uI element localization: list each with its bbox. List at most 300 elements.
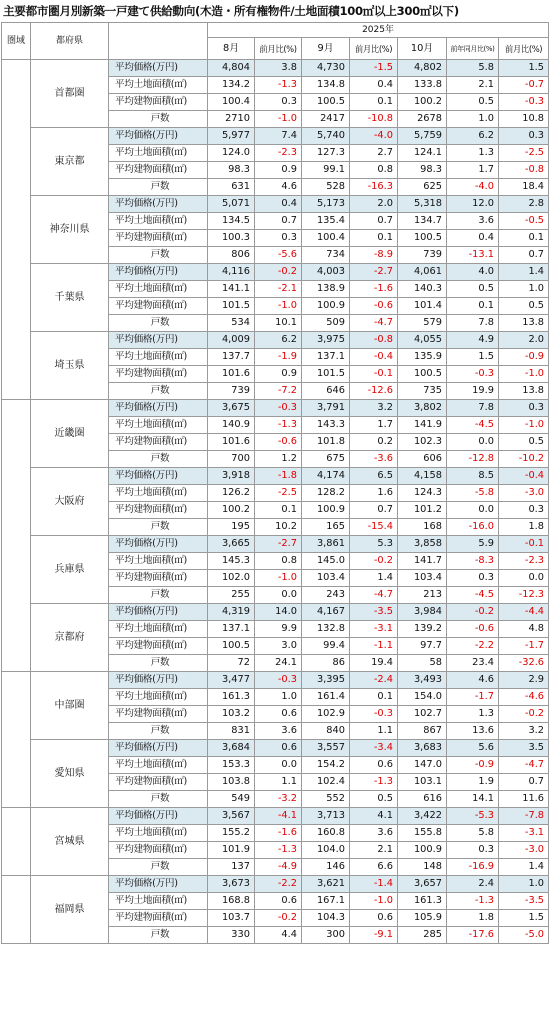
metric-label: 平均土地面積(㎡) (109, 553, 208, 570)
value-cell: 4.8 (499, 621, 549, 638)
value-cell: 1.5 (499, 910, 549, 927)
value-cell: -1.5 (350, 60, 398, 77)
value-cell: 3,477 (208, 672, 255, 689)
value-cell: -3.4 (350, 740, 398, 757)
value-cell: 4.6 (255, 179, 302, 196)
value-cell: 4.6 (447, 672, 499, 689)
value-cell: 1.4 (499, 264, 549, 281)
value-cell: 3,984 (398, 604, 447, 621)
value-cell: -1.3 (255, 842, 302, 859)
header-mom: 前月比(%) (499, 38, 549, 60)
table-row (2, 332, 549, 349)
value-cell: 3,567 (208, 808, 255, 825)
area-cell (2, 400, 31, 672)
value-cell: 0.7 (499, 774, 549, 791)
value-cell: -4.0 (350, 128, 398, 145)
value-cell: -0.4 (350, 349, 398, 366)
value-cell: 0.2 (350, 434, 398, 451)
value-cell: 146 (302, 859, 350, 876)
value-cell: 100.9 (302, 502, 350, 519)
metric-label: 平均土地面積(㎡) (109, 281, 208, 298)
value-cell: 646 (302, 383, 350, 400)
value-cell: -2.5 (499, 145, 549, 162)
value-cell: 3,975 (302, 332, 350, 349)
value-cell: 100.9 (302, 298, 350, 315)
value-cell: 3,493 (398, 672, 447, 689)
value-cell: 606 (398, 451, 447, 468)
value-cell: 135.9 (398, 349, 447, 366)
value-cell: 3,918 (208, 468, 255, 485)
value-cell: 4,003 (302, 264, 350, 281)
value-cell: -32.6 (499, 655, 549, 672)
value-cell: 160.8 (302, 825, 350, 842)
value-cell: 101.4 (398, 298, 447, 315)
value-cell: 102.9 (302, 706, 350, 723)
value-cell: 867 (398, 723, 447, 740)
value-cell: 806 (208, 247, 255, 264)
value-cell: 8.5 (447, 468, 499, 485)
value-cell: -2.5 (255, 485, 302, 502)
header-area: 圏域 (2, 23, 31, 60)
value-cell: 1.5 (499, 60, 549, 77)
value-cell: 7.8 (447, 315, 499, 332)
prefecture-name: 首都圏 (31, 60, 109, 128)
value-cell: -0.9 (447, 757, 499, 774)
value-cell: 616 (398, 791, 447, 808)
metric-label: 平均土地面積(㎡) (109, 485, 208, 502)
prefecture-name: 愛知県 (31, 740, 109, 808)
value-cell: 3,858 (398, 536, 447, 553)
value-cell: 100.4 (302, 230, 350, 247)
value-cell: 128.2 (302, 485, 350, 502)
value-cell: 0.8 (350, 162, 398, 179)
value-cell: 103.1 (398, 774, 447, 791)
value-cell: 1.1 (255, 774, 302, 791)
value-cell: 552 (302, 791, 350, 808)
value-cell: 100.3 (208, 230, 255, 247)
value-cell: -0.9 (499, 349, 549, 366)
value-cell: 3,791 (302, 400, 350, 417)
value-cell: -13.1 (447, 247, 499, 264)
value-cell: 72 (208, 655, 255, 672)
value-cell: 165 (302, 519, 350, 536)
value-cell: 0.0 (447, 434, 499, 451)
metric-label: 平均建物面積(㎡) (109, 434, 208, 451)
value-cell: -2.1 (255, 281, 302, 298)
table-row (2, 60, 549, 77)
value-cell: 0.1 (447, 298, 499, 315)
metric-label: 平均建物面積(㎡) (109, 570, 208, 587)
value-cell: 137 (208, 859, 255, 876)
value-cell: 300 (302, 927, 350, 944)
value-cell: 0.5 (350, 791, 398, 808)
value-cell: 0.4 (255, 196, 302, 213)
metric-label: 平均建物面積(㎡) (109, 366, 208, 383)
value-cell: 5.8 (447, 825, 499, 842)
value-cell: -2.3 (255, 145, 302, 162)
value-cell: -1.9 (255, 349, 302, 366)
value-cell: 528 (302, 179, 350, 196)
value-cell: 101.8 (302, 434, 350, 451)
prefecture-name: 宮城県 (31, 808, 109, 876)
value-cell: -3.5 (350, 604, 398, 621)
value-cell: -2.7 (350, 264, 398, 281)
value-cell: 143.3 (302, 417, 350, 434)
value-cell: 3.2 (350, 400, 398, 417)
value-cell: 18.4 (499, 179, 549, 196)
value-cell: 138.9 (302, 281, 350, 298)
metric-label: 平均建物面積(㎡) (109, 230, 208, 247)
value-cell: 133.8 (398, 77, 447, 94)
prefecture-name: 神奈川県 (31, 196, 109, 264)
value-cell: 2417 (302, 111, 350, 128)
metric-label: 平均建物面積(㎡) (109, 910, 208, 927)
value-cell: 19.4 (350, 655, 398, 672)
table-body (2, 60, 549, 944)
prefecture-name: 福岡県 (31, 876, 109, 944)
metric-label: 平均土地面積(㎡) (109, 213, 208, 230)
value-cell: 0.1 (350, 94, 398, 111)
value-cell: 1.1 (350, 723, 398, 740)
value-cell: 101.5 (302, 366, 350, 383)
header-month: 8月 (208, 38, 255, 60)
value-cell: 5,173 (302, 196, 350, 213)
value-cell: 4,055 (398, 332, 447, 349)
value-cell: 4,009 (208, 332, 255, 349)
metric-label: 戸数 (109, 315, 208, 332)
value-cell: 0.5 (499, 434, 549, 451)
value-cell: 102.4 (302, 774, 350, 791)
value-cell: -0.3 (350, 706, 398, 723)
metric-label: 戸数 (109, 723, 208, 740)
value-cell: 739 (398, 247, 447, 264)
prefecture-name: 兵庫県 (31, 536, 109, 604)
value-cell: -1.0 (255, 298, 302, 315)
value-cell: -1.0 (255, 570, 302, 587)
value-cell: -1.4 (350, 876, 398, 893)
header-year: 2025年 (208, 23, 549, 38)
value-cell: 0.4 (447, 230, 499, 247)
value-cell: 140.3 (398, 281, 447, 298)
value-cell: -4.9 (255, 859, 302, 876)
value-cell: -17.6 (447, 927, 499, 944)
value-cell: 831 (208, 723, 255, 740)
value-cell: -3.0 (499, 842, 549, 859)
value-cell: 4,802 (398, 60, 447, 77)
table-row (2, 604, 549, 621)
value-cell: 0.7 (350, 502, 398, 519)
value-cell: 5,759 (398, 128, 447, 145)
metric-label: 平均建物面積(㎡) (109, 842, 208, 859)
value-cell: 213 (398, 587, 447, 604)
value-cell: 3,675 (208, 400, 255, 417)
value-cell: 104.3 (302, 910, 350, 927)
prefecture-name: 埼玉県 (31, 332, 109, 400)
metric-label: 戸数 (109, 179, 208, 196)
value-cell: 0.6 (255, 706, 302, 723)
value-cell: 13.6 (447, 723, 499, 740)
value-cell: -2.2 (255, 876, 302, 893)
header-prefecture: 都府県 (31, 23, 109, 60)
value-cell: 2.7 (350, 145, 398, 162)
metric-label: 戸数 (109, 451, 208, 468)
value-cell: 3.0 (255, 638, 302, 655)
header-yoy: 前年同月比(%) (447, 38, 499, 60)
value-cell: 631 (208, 179, 255, 196)
value-cell: 0.1 (255, 502, 302, 519)
table-row (2, 264, 549, 281)
value-cell: 134.5 (208, 213, 255, 230)
value-cell: 5,740 (302, 128, 350, 145)
value-cell: -1.1 (350, 638, 398, 655)
header-month: 9月 (302, 38, 350, 60)
value-cell: 14.0 (255, 604, 302, 621)
value-cell: -12.3 (499, 587, 549, 604)
value-cell: 127.3 (302, 145, 350, 162)
value-cell: -10.2 (499, 451, 549, 468)
value-cell: 5,977 (208, 128, 255, 145)
value-cell: 3,683 (398, 740, 447, 757)
value-cell: -5.3 (447, 808, 499, 825)
value-cell: 534 (208, 315, 255, 332)
value-cell: 0.3 (447, 570, 499, 587)
value-cell: 24.1 (255, 655, 302, 672)
value-cell: -15.4 (350, 519, 398, 536)
value-cell: 100.5 (208, 638, 255, 655)
metric-label: 平均価格(万円) (109, 672, 208, 689)
prefecture-name: 東京都 (31, 128, 109, 196)
value-cell: 167.1 (302, 893, 350, 910)
value-cell: 0.0 (499, 570, 549, 587)
value-cell: 1.7 (350, 417, 398, 434)
value-cell: -4.6 (499, 689, 549, 706)
table-row (2, 808, 549, 825)
value-cell: -16.9 (447, 859, 499, 876)
value-cell: -12.8 (447, 451, 499, 468)
value-cell: 549 (208, 791, 255, 808)
metric-label: 平均価格(万円) (109, 264, 208, 281)
metric-label: 平均土地面積(㎡) (109, 417, 208, 434)
value-cell: -0.4 (499, 468, 549, 485)
prefecture-name: 近畿圏 (31, 400, 109, 468)
value-cell: -4.7 (350, 587, 398, 604)
supply-table (1, 22, 549, 944)
value-cell: 840 (302, 723, 350, 740)
value-cell: 0.9 (255, 366, 302, 383)
value-cell: 104.0 (302, 842, 350, 859)
value-cell: 1.8 (447, 910, 499, 927)
value-cell: -16.3 (350, 179, 398, 196)
metric-label: 平均土地面積(㎡) (109, 349, 208, 366)
value-cell: -7.8 (499, 808, 549, 825)
value-cell: 4,116 (208, 264, 255, 281)
value-cell: 137.1 (302, 349, 350, 366)
value-cell: -3.1 (499, 825, 549, 842)
value-cell: -0.6 (350, 298, 398, 315)
metric-label: 戸数 (109, 859, 208, 876)
value-cell: 0.7 (350, 213, 398, 230)
value-cell: 13.8 (499, 315, 549, 332)
value-cell: 1.4 (499, 859, 549, 876)
value-cell: 140.9 (208, 417, 255, 434)
metric-label: 平均価格(万円) (109, 740, 208, 757)
value-cell: 100.2 (208, 502, 255, 519)
value-cell: -12.6 (350, 383, 398, 400)
value-cell: 1.5 (447, 349, 499, 366)
value-cell: 4,167 (302, 604, 350, 621)
value-cell: 103.4 (302, 570, 350, 587)
metric-label: 平均価格(万円) (109, 604, 208, 621)
value-cell: 0.1 (499, 230, 549, 247)
value-cell: -4.0 (447, 179, 499, 196)
metric-label: 平均建物面積(㎡) (109, 638, 208, 655)
value-cell: 105.9 (398, 910, 447, 927)
value-cell: 100.5 (398, 230, 447, 247)
value-cell: 124.1 (398, 145, 447, 162)
value-cell: 5.6 (447, 740, 499, 757)
value-cell: 135.4 (302, 213, 350, 230)
value-cell: 5.8 (447, 60, 499, 77)
value-cell: 100.5 (302, 94, 350, 111)
value-cell: 0.7 (255, 213, 302, 230)
metric-label: 平均土地面積(㎡) (109, 757, 208, 774)
value-cell: -0.6 (447, 621, 499, 638)
value-cell: 675 (302, 451, 350, 468)
value-cell: 0.3 (255, 94, 302, 111)
metric-label: 平均価格(万円) (109, 332, 208, 349)
prefecture-name: 大阪府 (31, 468, 109, 536)
metric-label: 平均価格(万円) (109, 128, 208, 145)
value-cell: 625 (398, 179, 447, 196)
value-cell: -0.3 (447, 366, 499, 383)
value-cell: 3.6 (350, 825, 398, 842)
value-cell: 124.0 (208, 145, 255, 162)
value-cell: 10.2 (255, 519, 302, 536)
value-cell: 3.6 (447, 213, 499, 230)
value-cell: 734 (302, 247, 350, 264)
value-cell: -4.5 (447, 587, 499, 604)
metric-label: 平均建物面積(㎡) (109, 298, 208, 315)
value-cell: 5.3 (350, 536, 398, 553)
value-cell: 3,684 (208, 740, 255, 757)
value-cell: 102.7 (398, 706, 447, 723)
value-cell: 700 (208, 451, 255, 468)
value-cell: -5.8 (447, 485, 499, 502)
metric-label: 戸数 (109, 927, 208, 944)
value-cell: 4,174 (302, 468, 350, 485)
value-cell: 101.5 (208, 298, 255, 315)
value-cell: 3,713 (302, 808, 350, 825)
metric-label: 平均価格(万円) (109, 60, 208, 77)
value-cell: 0.5 (499, 298, 549, 315)
value-cell: 1.9 (447, 774, 499, 791)
value-cell: 0.7 (499, 247, 549, 264)
value-cell: 0.4 (350, 77, 398, 94)
value-cell: 0.1 (350, 689, 398, 706)
value-cell: 9.9 (255, 621, 302, 638)
value-cell: -1.7 (499, 638, 549, 655)
value-cell: 161.3 (208, 689, 255, 706)
value-cell: 1.4 (350, 570, 398, 587)
value-cell: 5,318 (398, 196, 447, 213)
value-cell: 579 (398, 315, 447, 332)
value-cell: 3,621 (302, 876, 350, 893)
value-cell: -1.3 (447, 893, 499, 910)
value-cell: 103.8 (208, 774, 255, 791)
value-cell: 168.8 (208, 893, 255, 910)
value-cell: 1.0 (499, 281, 549, 298)
value-cell: -0.7 (499, 77, 549, 94)
prefecture-name: 千葉県 (31, 264, 109, 332)
value-cell: 4,804 (208, 60, 255, 77)
value-cell: -5.6 (255, 247, 302, 264)
value-cell: 10.8 (499, 111, 549, 128)
value-cell: 739 (208, 383, 255, 400)
value-cell: -1.0 (350, 893, 398, 910)
table-row (2, 196, 549, 213)
value-cell: 100.4 (208, 94, 255, 111)
table-row (2, 876, 549, 893)
value-cell: 100.2 (398, 94, 447, 111)
value-cell: -0.6 (255, 434, 302, 451)
value-cell: -0.2 (255, 910, 302, 927)
header-blank (109, 23, 208, 60)
metric-label: 戸数 (109, 519, 208, 536)
value-cell: 126.2 (208, 485, 255, 502)
value-cell: -0.2 (499, 706, 549, 723)
value-cell: 154.0 (398, 689, 447, 706)
value-cell: 0.3 (499, 502, 549, 519)
value-cell: 6.2 (255, 332, 302, 349)
value-cell: 100.5 (398, 366, 447, 383)
value-cell: -0.3 (255, 400, 302, 417)
value-cell: 161.4 (302, 689, 350, 706)
header-mom: 前月比(%) (350, 38, 398, 60)
value-cell: 3.5 (499, 740, 549, 757)
value-cell: 0.1 (350, 230, 398, 247)
value-cell: 1.0 (447, 111, 499, 128)
value-cell: 1.7 (447, 162, 499, 179)
value-cell: 98.3 (208, 162, 255, 179)
table-row (2, 400, 549, 417)
metric-label: 平均価格(万円) (109, 808, 208, 825)
table-row (2, 740, 549, 757)
value-cell: 12.0 (447, 196, 499, 213)
value-cell: 145.0 (302, 553, 350, 570)
value-cell: 134.2 (208, 77, 255, 94)
value-cell: 99.1 (302, 162, 350, 179)
value-cell: 58 (398, 655, 447, 672)
value-cell: 255 (208, 587, 255, 604)
value-cell: 3,557 (302, 740, 350, 757)
value-cell: 2.0 (499, 332, 549, 349)
metric-label: 戸数 (109, 383, 208, 400)
metric-label: 平均土地面積(㎡) (109, 77, 208, 94)
area-cell (2, 672, 31, 808)
value-cell: 2678 (398, 111, 447, 128)
value-cell: 124.3 (398, 485, 447, 502)
value-cell: -1.0 (499, 417, 549, 434)
value-cell: -0.2 (255, 264, 302, 281)
value-cell: 6.5 (350, 468, 398, 485)
value-cell: 148 (398, 859, 447, 876)
value-cell: 155.8 (398, 825, 447, 842)
metric-label: 平均価格(万円) (109, 876, 208, 893)
value-cell: -1.8 (255, 468, 302, 485)
value-cell: 4.0 (447, 264, 499, 281)
value-cell: 0.8 (255, 553, 302, 570)
value-cell: 102.3 (398, 434, 447, 451)
